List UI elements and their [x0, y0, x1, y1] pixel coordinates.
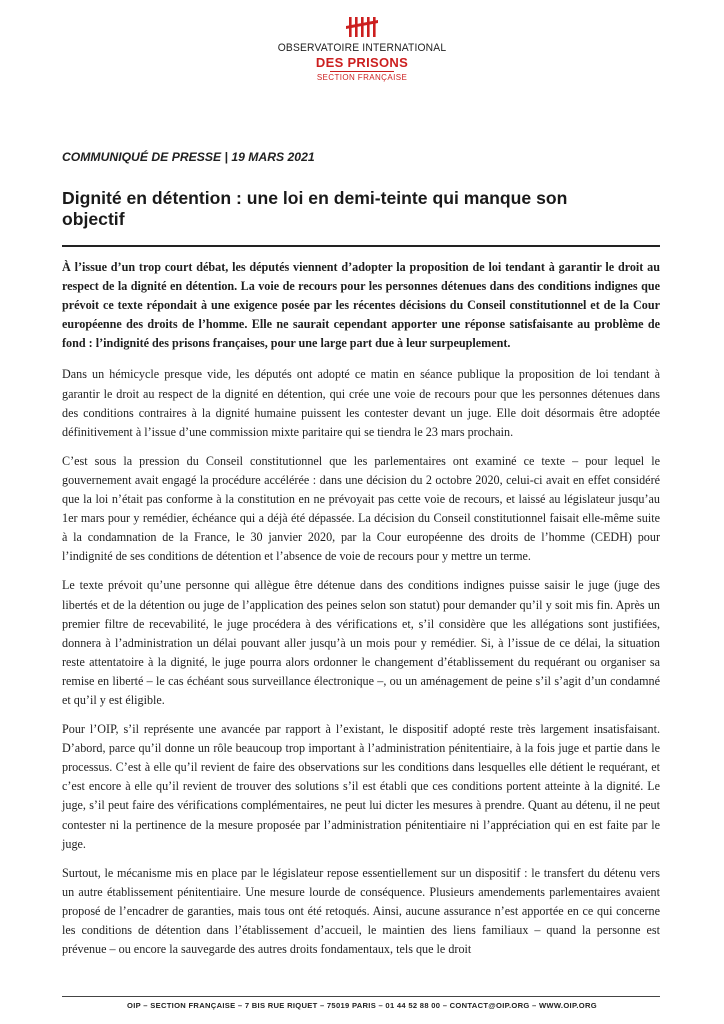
footer-contact: OIP – SECTION FRANÇAISE – 7 BIS RUE RIQUET – 75019 PARIS – 01 44 52 88 00 – CONTACT@OIP.ORG – WWW.OIP.ORG	[127, 1001, 597, 1010]
body-paragraph: Dans un hémicycle presque vide, les députés ont adopté ce matin en séance publique la proposition de loi tendant à garantir le droit au respect de la dignité en détention, qui crée une voie de recours pour que les personnes détenues dans des conditions contraires à la dignité humaine puissent les contester devant un juge. Elle doit désormais être adoptée définitivement à l’issue d’une commission mixte paritaire qui se tiendra le 23 mars prochain.	[62, 367, 660, 439]
logo-line-2: DES PRISONS	[315, 55, 409, 70]
document-title: Dignité en détention : une loi en demi-teinte qui manque son objectif	[62, 188, 568, 229]
body-paragraph: Surtout, le mécanisme mis en place par le législateur repose essentiellement sur un dispositif : le transfert du détenu vers un autre établissement pénitentiaire. Une mesure lourde de conséquence. Plusieurs amendements parlementaires avaient proposé de l’encadrer de garanties, mais tous ont été retoqués. Ainsi, aucune assurance n’est apportée en ce qui concerne les conditions de détention dans l’établissement d’accueil, le maintien des liens familiaux – quand la personne est prévenue – ou encore la sauvegarde des autres droits fondamentaux, tels que le droit	[62, 865, 660, 957]
logo-line-1: OBSERVATOIRE INTERNATIONAL	[277, 42, 447, 54]
footer-divider	[62, 996, 660, 997]
logo-divider	[330, 71, 394, 72]
body-paragraph: C’est sous la pression du Conseil constitutionnel que les parlementaires ont examiné ce texte – pour lequel le gouvernement avait engagé la procédure accélérée : dans une décision du 2 octobre 2020, celui-ci avait en effet considéré que la loi n’était pas conforme à la constitution en ne prévoyait pas cette voie de recours, et laissé au législateur jusqu’au 1er mars pour y remédier, échéance qui a déjà été dépassée. La décision du Conseil constitutionnel faisait elle-même suite à la condamnation de la France, le 30 janvier 2020, par la Cour européenne des droits de l’homme (CEDH) pour l’indignité de ses conditions de détention et l’absence de voie de recours pour y mettre un terme.	[62, 453, 660, 564]
press-release-kicker: COMMUNIQUÉ DE PRESSE | 19 MARS 2021	[62, 150, 315, 164]
prison-bars-icon	[342, 14, 382, 40]
oip-logo	[0, 14, 724, 83]
body-paragraph: Le texte prévoit qu’une personne qui allègue être détenue dans des conditions indignes puisse saisir le juge (juge des libertés et de la détention ou juge de l’application des peines selon son statut) pour demander qu’il y soit mis fin. Après un premier filtre de recevabilité, le juge procédera à des vérifications et, s’il considère que les allégations sont justifiées, donnera à l’administration un délai pouvant aller jusqu’à un mois pour y remédier. Si, à l’issue de ce délai, la situation reste attentatoire à la dignité, le juge pourra alors ordonner le changement d’établissement du requérant ou organiser sa remise en liberté – le cas échéant sous surveillance électronique –, ou un aménagement de peine s’il s’agit d’un condamné et qu’il y est éligible.	[62, 578, 660, 707]
lead-paragraph: À l’issue d’un trop court débat, les députés viennent d’adopter la proposition de loi tendant à garantir le droit au respect de la dignité en détention. La voie de recours pour les personnes détenues dans des conditions indignes que prévoit ce texte répondait à une exigence posée par les récentes décisions du Conseil constitutionnel et de la Cour européenne des droits de l’homme. Elle ne saurait cependant apporter une réponse satisfaisante au problème de fond : l’indignité des prisons françaises, pour une large part due à leur surpeuplement.	[62, 260, 660, 351]
logo-line-3: SECTION FRANÇAISE	[316, 73, 408, 82]
document-body	[62, 258, 660, 969]
body-paragraph: Pour l’OIP, s’il représente une avancée par rapport à l’existant, le dispositif adopté reste très largement insatisfaisant. D’abord, parce qu’il donne un rôle beaucoup trop important à l’administration pénitentiaire, à la fois juge et partie dans le processus. C’est à elle qu’il revient de faire des observations sur les conditions dans lesquelles elle détient le requérant, et c’est encore à elle qu’il revient de trouver des solutions s’il est établi que ces conditions portent atteinte à la dignité. Le juge, s’il peut faire des vérifications complémentaires, ne peut lui dicter les mesures à prendre. Quant au détenu, il ne peut contester ni la pertinence de la mesure proposée par l’administration pénitentiaire ni l’appréciation qui en est faite par le juge.	[62, 722, 660, 851]
title-divider	[62, 245, 660, 247]
